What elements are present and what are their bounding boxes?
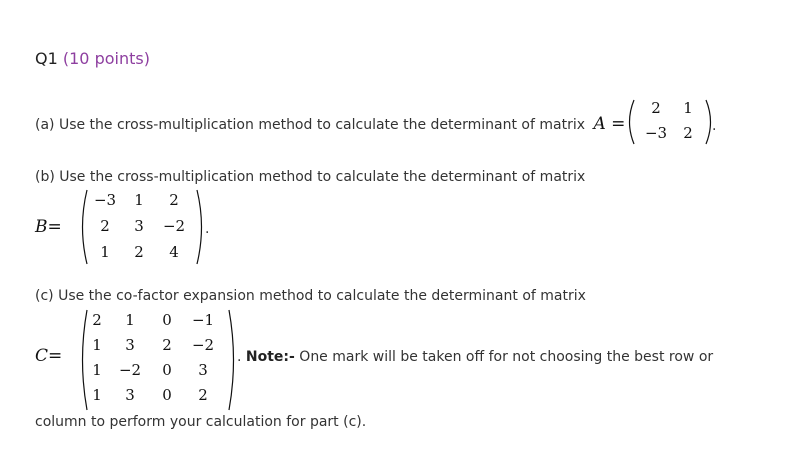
matrix-cell: 2 (162, 336, 172, 354)
left-parenthesis (83, 190, 88, 264)
part-c-end: . (237, 349, 242, 365)
part-c-prompt (35, 288, 586, 304)
part-b-prompt (35, 169, 585, 185)
matrix-cell: 1 (92, 386, 102, 404)
matrix-b-label (35, 217, 62, 237)
matrix-b-equals: = (47, 217, 62, 237)
matrix-c-label (35, 346, 62, 366)
matrix-a-name: A (593, 114, 606, 134)
matrix-cell: −1 (191, 311, 215, 329)
part-a-prompt (35, 114, 625, 134)
matrix-a (625, 98, 715, 146)
matrix-cell: −3 (93, 191, 117, 209)
question-title (35, 49, 150, 68)
left-parenthesis (630, 100, 635, 144)
note-label: Note:- (245, 349, 295, 365)
part-c-note (237, 349, 713, 365)
matrix-cell: −2 (191, 336, 215, 354)
note-text: One mark will be taken off for not choosing the best row or (294, 349, 714, 365)
matrix-cell: 3 (125, 336, 135, 354)
matrix-b (78, 188, 206, 266)
matrix-cell: 1 (92, 336, 102, 354)
matrix-cell: 1 (683, 99, 693, 117)
matrix-cell: −2 (162, 217, 186, 235)
matrix-cell: 0 (162, 311, 172, 329)
matrix-c-name: C (35, 346, 49, 366)
matrix-c-equals: = (48, 346, 63, 366)
right-parenthesis (706, 100, 711, 144)
matrix-cell: 3 (134, 217, 144, 235)
matrix-cell: 2 (651, 99, 661, 117)
part-b-end: . (205, 221, 210, 237)
matrix-cell: 1 (125, 311, 135, 329)
question-points: (10 points) (62, 49, 150, 68)
right-parenthesis (229, 310, 234, 410)
matrix-b-name: B (35, 217, 48, 237)
matrix-cell: 2 (198, 386, 208, 404)
left-parenthesis (83, 310, 88, 410)
matrix-cell: 2 (92, 311, 102, 329)
matrix-cell: 2 (683, 124, 693, 142)
matrix-cell: −3 (644, 124, 668, 142)
matrix-cell: 4 (169, 243, 179, 261)
mat-a-parentheses (625, 98, 715, 146)
matrix-cell: 0 (162, 386, 172, 404)
matrix-cell: 2 (100, 217, 110, 235)
matrix-cell: 3 (198, 361, 208, 379)
matrix-a-equals: = (611, 114, 626, 134)
matrix-cell: 1 (92, 361, 102, 379)
part-b-text: (b) Use the cross-multiplication method to calculate the determinant of matrix (35, 169, 586, 185)
part-c-text: (c) Use the co-factor expansion method to calculate the determinant of matrix (35, 288, 586, 304)
part-c-continuation: column to perform your calculation for part (c). (35, 414, 367, 430)
matrix-cell: 1 (134, 191, 144, 209)
matrix-c (78, 308, 238, 412)
matrix-cell: 0 (162, 361, 172, 379)
matrix-cell: 3 (125, 386, 135, 404)
part-a-end: . (712, 118, 717, 134)
matrix-cell: 2 (134, 243, 144, 261)
matrix-cell: 2 (169, 191, 179, 209)
right-parenthesis (197, 190, 202, 264)
part-a-text: (a) Use the cross-multiplication method to calculate the determinant of matrix (35, 117, 586, 133)
matrix-cell: −2 (118, 361, 142, 379)
matrix-cell: 1 (100, 243, 110, 261)
question-number: Q1 (35, 49, 58, 68)
